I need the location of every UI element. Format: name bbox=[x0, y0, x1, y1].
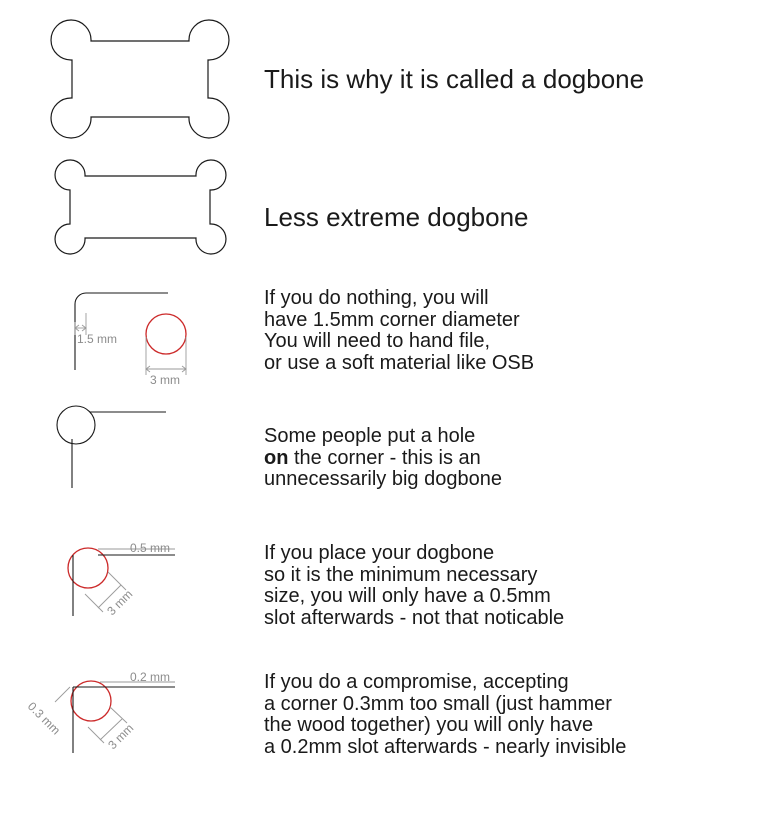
compromise-bit-extension-a bbox=[110, 707, 127, 723]
row-5-caption bbox=[264, 543, 564, 629]
row-3-line-1: If you do nothing, you will bbox=[264, 287, 489, 309]
row-6-caption bbox=[264, 672, 626, 758]
minimum-cutter-circle bbox=[68, 548, 108, 588]
minimum-dogbone-drawing bbox=[0, 530, 240, 630]
extreme-dogbone-figure bbox=[0, 10, 240, 140]
row-3-caption bbox=[264, 288, 534, 374]
no-dogbone-figure bbox=[0, 285, 240, 390]
compromise-dogbone-drawing bbox=[0, 665, 240, 765]
row-4-line-1 bbox=[264, 426, 502, 448]
no-dogbone-drawing bbox=[0, 285, 240, 390]
row-6-line-4: a 0.2mm slot afterwards - nearly invisible bbox=[264, 735, 627, 758]
compromise-dogbone-figure bbox=[0, 665, 240, 765]
minimum-bit-extension-a bbox=[108, 572, 126, 590]
row-4-line-2 bbox=[264, 448, 502, 470]
corner-hole-figure bbox=[0, 395, 240, 495]
row-4-line-3-text: unnecessarily big dogbone bbox=[264, 468, 502, 490]
row-2-caption bbox=[264, 202, 529, 232]
cutter-bit-circle bbox=[146, 314, 186, 354]
row-2-line: Less extreme dogbone bbox=[264, 202, 529, 232]
row-6-line-3: the wood together) you will only have bbox=[264, 714, 594, 736]
row-3-line-2: have 1.5mm corner diameter bbox=[264, 308, 520, 331]
minimum-bit-extension-b bbox=[85, 594, 103, 612]
row-5-line-2: so it is the minimum necessary bbox=[264, 563, 538, 586]
row-6-line-1: If you do a compromise, accepting bbox=[264, 671, 569, 693]
row-3-line-3: You will need to hand file, bbox=[264, 330, 491, 352]
undersize-0-3mm-label: 0.3 mm bbox=[24, 699, 64, 738]
corner-hole-drawing bbox=[0, 395, 240, 495]
extreme-dogbone-drawing bbox=[0, 10, 240, 140]
row-5-line-3: size, you will only have a 0.5mm bbox=[264, 585, 551, 607]
row-4-line-1-text: Some people put a hole bbox=[264, 425, 476, 447]
undersize-extension bbox=[55, 687, 70, 702]
less-extreme-dogbone-figure bbox=[0, 160, 240, 270]
compromise-bit-3mm-label: 3 mm bbox=[105, 721, 137, 753]
less-extreme-dogbone-outline bbox=[55, 160, 226, 254]
row-5-line-4: slot afterwards - not that noticable bbox=[264, 606, 565, 629]
less-extreme-dogbone-drawing bbox=[0, 160, 240, 270]
row-1-line: This is why it is called a dogbone bbox=[264, 64, 645, 94]
row-4-caption bbox=[264, 426, 502, 491]
row-4-line-2-text: the corner - this is an bbox=[288, 446, 481, 469]
bit-3mm-label: 3 mm bbox=[150, 373, 180, 387]
corner-hole-circle bbox=[57, 406, 95, 444]
minimum-dogbone-figure bbox=[0, 530, 240, 630]
minimum-bit-3mm-label: 3 mm bbox=[104, 587, 136, 619]
row-4-line-3 bbox=[264, 469, 502, 491]
slot-0-5mm-label: 0.5 mm bbox=[130, 541, 171, 555]
row-3-line-4: or use a soft material like OSB bbox=[264, 351, 535, 374]
row-1-caption bbox=[264, 64, 644, 94]
extreme-dogbone-outline bbox=[51, 20, 229, 138]
corner-1-5mm-label: 1.5 mm bbox=[77, 332, 118, 346]
compromise-bit-extension-b bbox=[88, 727, 104, 743]
row-6-line-2: a corner 0.3mm too small (just hammer bbox=[264, 692, 612, 715]
slot-0-2mm-label: 0.2 mm bbox=[130, 670, 171, 684]
row-5-line-1: If you place your dogbone bbox=[264, 542, 495, 564]
row-4-line-2-emphasis: on bbox=[264, 446, 289, 469]
